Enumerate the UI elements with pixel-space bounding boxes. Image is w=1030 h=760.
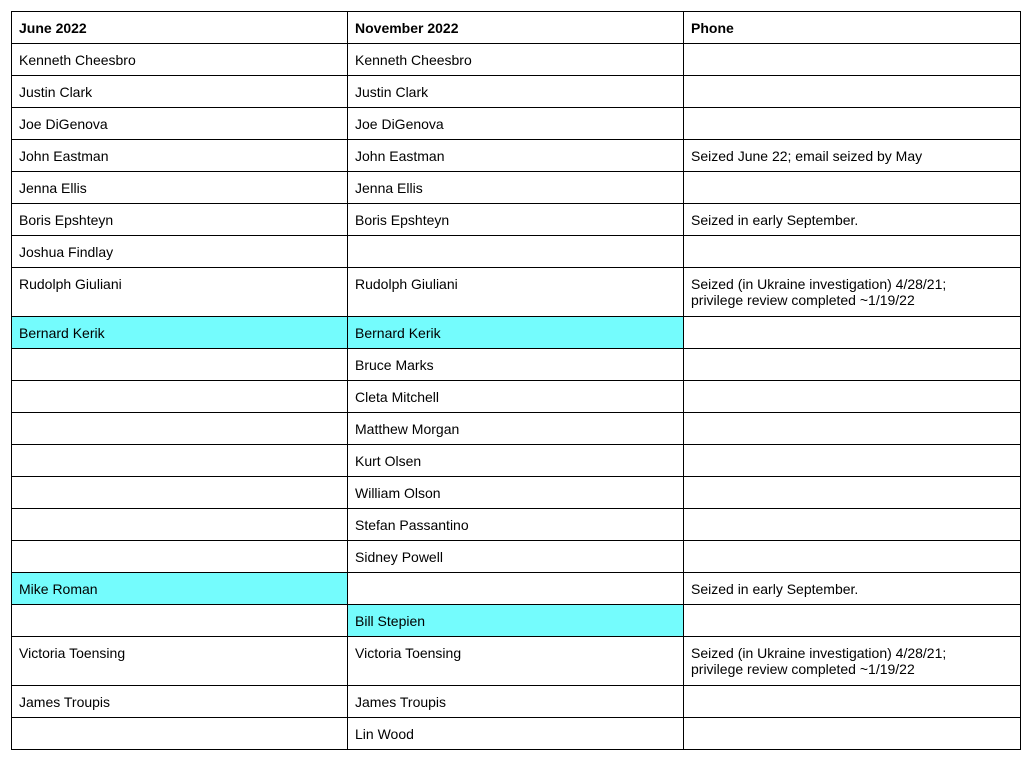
november-2022-cell: Justin Clark	[348, 76, 684, 108]
june-2022-cell: Jenna Ellis	[12, 172, 348, 204]
november-2022-cell: Jenna Ellis	[348, 172, 684, 204]
table-row	[12, 718, 1021, 750]
november-2022-cell: Lin Wood	[348, 718, 684, 750]
june-2022-cell: Justin Clark	[12, 76, 348, 108]
november-2022-cell: Matthew Morgan	[348, 413, 684, 445]
june-2022-cell	[12, 445, 348, 477]
table-row	[12, 509, 1021, 541]
table-row	[12, 172, 1021, 204]
phone-cell	[684, 317, 1021, 349]
phone-cell	[684, 509, 1021, 541]
table-row	[12, 541, 1021, 573]
november-2022-cell: Kenneth Cheesbro	[348, 44, 684, 76]
phone-note-line: privilege review completed ~1/19/22	[691, 292, 915, 308]
phone-note-line: Seized (in Ukraine investigation) 4/28/21;	[691, 276, 947, 292]
november-2022-cell: Victoria Toensing	[348, 637, 684, 686]
june-2022-cell: Kenneth Cheesbro	[12, 44, 348, 76]
phone-note-line: Seized June 22; email seized by May	[691, 148, 923, 164]
phone-cell	[684, 718, 1021, 750]
november-2022-cell: Kurt Olsen	[348, 445, 684, 477]
november-2022-cell: Cleta Mitchell	[348, 381, 684, 413]
june-2022-cell	[12, 541, 348, 573]
november-2022-cell: Boris Epshteyn	[348, 204, 684, 236]
phone-cell	[684, 381, 1021, 413]
phone-cell	[684, 204, 1021, 236]
table-row	[12, 140, 1021, 172]
june-2022-cell	[12, 381, 348, 413]
november-2022-cell: James Troupis	[348, 686, 684, 718]
table-row	[12, 686, 1021, 718]
phone-cell	[684, 172, 1021, 204]
november-2022-cell: Sidney Powell	[348, 541, 684, 573]
phone-cell	[684, 44, 1021, 76]
table-row	[12, 637, 1021, 686]
november-2022-cell: Stefan Passantino	[348, 509, 684, 541]
table-body	[12, 44, 1021, 750]
phone-cell	[684, 349, 1021, 381]
phone-note-line: Seized (in Ukraine investigation) 4/28/21;	[691, 645, 947, 661]
phone-cell	[684, 268, 1021, 317]
header-november-2022: November 2022	[348, 12, 684, 44]
june-2022-cell: James Troupis	[12, 686, 348, 718]
table-row	[12, 445, 1021, 477]
phone-cell	[684, 541, 1021, 573]
june-2022-cell: John Eastman	[12, 140, 348, 172]
phone-cell	[684, 605, 1021, 637]
table-row	[12, 204, 1021, 236]
june-2022-cell: Bernard Kerik	[12, 317, 348, 349]
phone-cell	[684, 445, 1021, 477]
june-2022-cell: Victoria Toensing	[12, 637, 348, 686]
table-row	[12, 317, 1021, 349]
phone-cell	[684, 573, 1021, 605]
phone-cell	[684, 236, 1021, 268]
june-2022-cell	[12, 477, 348, 509]
november-2022-cell: William Olson	[348, 477, 684, 509]
june-2022-cell	[12, 605, 348, 637]
table-row	[12, 381, 1021, 413]
phone-note-line: privilege review completed ~1/19/22	[691, 661, 915, 677]
june-2022-cell	[12, 509, 348, 541]
november-2022-cell: Joe DiGenova	[348, 108, 684, 140]
june-2022-cell: Boris Epshteyn	[12, 204, 348, 236]
phone-cell	[684, 108, 1021, 140]
november-2022-cell	[348, 236, 684, 268]
june-2022-cell: Joshua Findlay	[12, 236, 348, 268]
header-row	[12, 12, 1021, 44]
phone-cell	[684, 76, 1021, 108]
november-2022-cell: Bruce Marks	[348, 349, 684, 381]
table-row	[12, 349, 1021, 381]
table-row	[12, 44, 1021, 76]
phone-note-line: Seized in early September.	[691, 581, 859, 597]
header-phone: Phone	[684, 12, 1021, 44]
table-row	[12, 268, 1021, 317]
june-2022-cell	[12, 718, 348, 750]
november-2022-cell: Bernard Kerik	[348, 317, 684, 349]
table-row	[12, 108, 1021, 140]
june-2022-cell: Mike Roman	[12, 573, 348, 605]
june-2022-cell: Rudolph Giuliani	[12, 268, 348, 317]
june-2022-cell	[12, 413, 348, 445]
phone-cell	[684, 477, 1021, 509]
table-row	[12, 573, 1021, 605]
phone-cell	[684, 686, 1021, 718]
table-row	[12, 76, 1021, 108]
november-2022-cell: Bill Stepien	[348, 605, 684, 637]
phone-note-line: Seized in early September.	[691, 212, 859, 228]
november-2022-cell: Rudolph Giuliani	[348, 268, 684, 317]
november-2022-cell	[348, 573, 684, 605]
phone-cell	[684, 140, 1021, 172]
november-2022-cell: John Eastman	[348, 140, 684, 172]
june-2022-cell	[12, 349, 348, 381]
table-row	[12, 413, 1021, 445]
june-2022-cell: Joe DiGenova	[12, 108, 348, 140]
header-june-2022: June 2022	[12, 12, 348, 44]
table-row	[12, 605, 1021, 637]
phone-seizure-table	[11, 11, 1021, 750]
table-row	[12, 236, 1021, 268]
phone-cell	[684, 637, 1021, 686]
table-row	[12, 477, 1021, 509]
phone-cell	[684, 413, 1021, 445]
